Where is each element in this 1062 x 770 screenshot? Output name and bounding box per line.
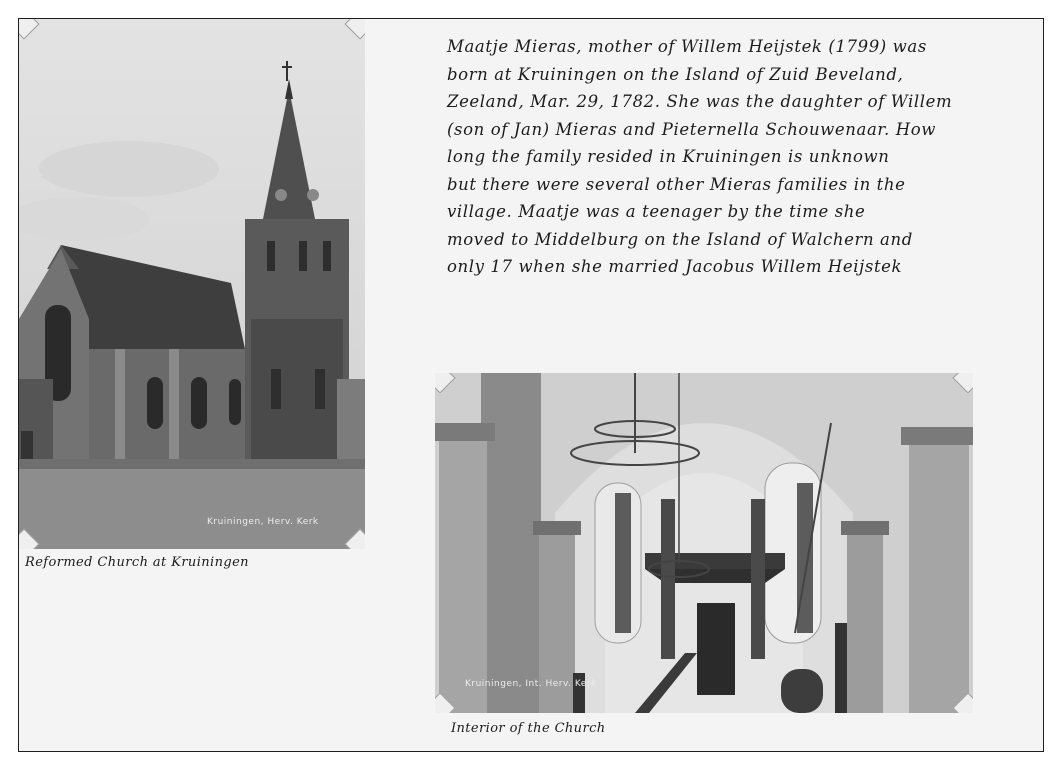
church-exterior-image	[19, 19, 365, 549]
letter-line: moved to Middelburg on the Island of Walchern and	[447, 229, 913, 249]
exterior-photo-caption: Reformed Church at Kruiningen	[25, 555, 249, 570]
letter-line: long the family resided in Kruiningen is unknown	[447, 147, 890, 166]
letter-line: only 17 when she married Jacobus Willem Heijstek	[447, 257, 903, 276]
scrapbook-page	[18, 18, 1044, 752]
letter-line: Maatje Mieras, mother of Willem Heijstek (1799) was	[447, 37, 927, 56]
postcard-label: Kruiningen, Herv. Kerk	[207, 517, 319, 527]
postcard-label: Kruiningen, Int. Herv. Kerk	[465, 679, 597, 689]
handwritten-letter	[447, 33, 1037, 281]
church-exterior-photo	[19, 19, 365, 549]
letter-line: village. Maatje was a teenager by the time she	[447, 202, 866, 221]
letter-line: born at Kruiningen on the Island of Zuid Beveland,	[447, 64, 904, 84]
church-interior-photo	[435, 373, 973, 713]
interior-photo-caption: Interior of the Church	[451, 721, 606, 736]
church-interior-image	[435, 373, 973, 713]
letter-line: (son of Jan) Mieras and Pieternella Schouwenaar. How	[447, 119, 936, 139]
letter-line: but there were several other Mieras families in the	[447, 174, 906, 194]
letter-line: Zeeland, Mar. 29, 1782. She was the daughter of Willem	[447, 92, 953, 111]
